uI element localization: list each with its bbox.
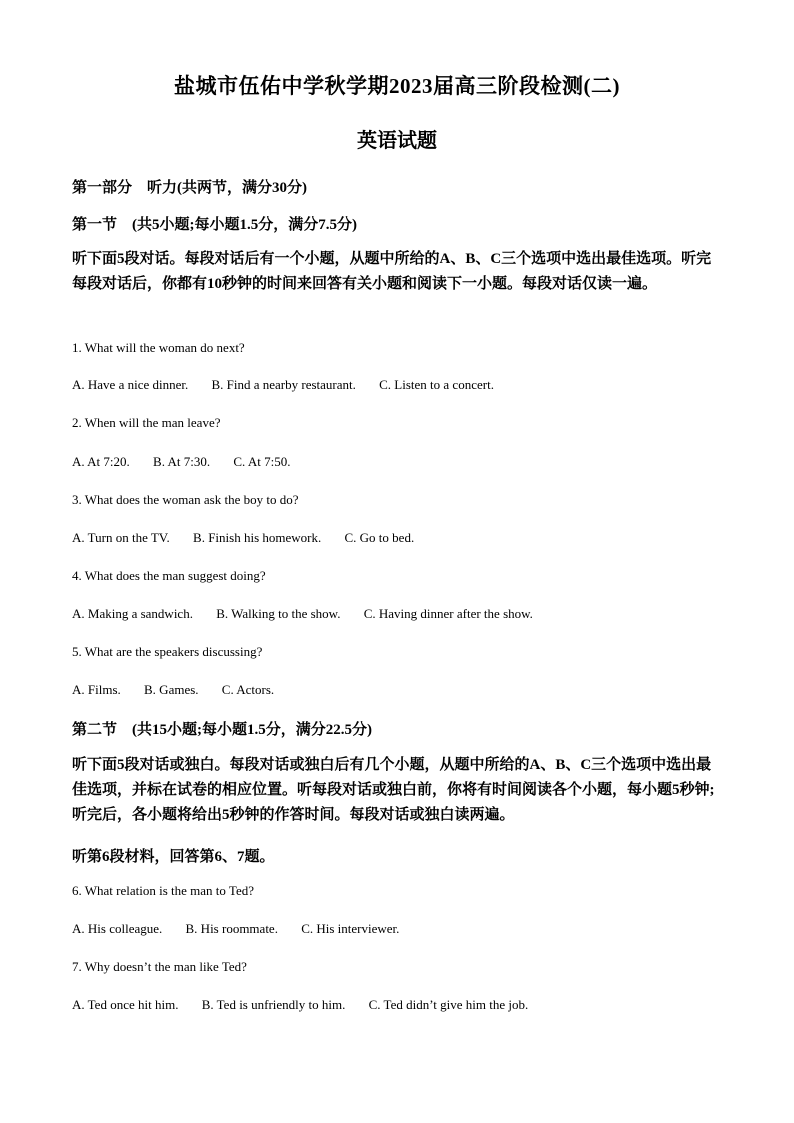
section2-heading: 第二节 (共15小题;每小题1.5分，满分22.5分) [72,722,372,738]
part1-heading: 第一部分 听力(共两节，满分30分) [72,180,307,196]
option-a: A. Films. [72,682,121,697]
material-6-heading: 听第6段材料，回答第6、7题。 [72,849,275,865]
question-6: 6. What relation is the man to Ted? [72,883,255,898]
option-b: B. His roommate. [185,921,278,936]
question-5-options [72,682,294,698]
option-a: A. Have a nice dinner. [72,377,189,392]
option-b: B. Finish his homework. [193,530,322,545]
option-a: A. Turn on the TV. [72,530,170,545]
option-b: B. Find a nearby restaurant. [211,377,356,392]
option-c: C. Listen to a concert. [379,377,494,392]
question-1: 1. What will the woman do next? [72,340,245,355]
exam-subtitle: 英语试题 [357,130,437,152]
option-a: A. His colleague. [72,921,163,936]
option-a: A. At 7:20. [72,454,130,469]
option-b: B. At 7:30. [153,454,211,469]
option-c: C. Having dinner after the show. [363,606,533,621]
section2-instructions: 听下面5段对话或独白。每段对话或独白后有几个小题，从题中所给的A、B、C三个选项中选出最佳选项，并标在试卷的相应位置。听每段对话或独白前，你将有时间阅读各个小题，每小题5秒钟;听完后，各小题将给出5秒钟的作答时间。每段对话或独白读两遍。 [72,757,715,823]
question-7: 7. Why doesn’t the man like Ted? [72,959,247,974]
question-1-options [72,377,514,393]
section1-heading: 第一节 (共5小题;每小题1.5分，满分7.5分) [72,217,357,233]
question-4-options [72,606,553,622]
option-c: C. His interviewer. [301,921,400,936]
question-3: 3. What does the woman ask the boy to do? [72,492,299,507]
question-2: 2. When will the man leave? [72,415,221,430]
question-3-options [72,530,434,546]
question-5: 5. What are the speakers discussing? [72,644,263,659]
section1-instructions: 听下面5段对话。每段对话后有一个小题，从题中所给的A、B、C三个选项中选出最佳选项。听完每段对话后，你都有10秒钟的时间来回答有关小题和阅读下一小题。每段对话仅读一遍。 [72,251,712,292]
option-a: A. Making a sandwich. [72,606,193,621]
option-c: C. Ted didn’t give him the job. [368,997,529,1012]
option-b: B. Games. [144,682,199,697]
option-b: B. Ted is unfriendly to him. [201,997,346,1012]
option-c: C. Go to bed. [344,530,415,545]
option-b: B. Walking to the show. [216,606,341,621]
option-a: A. Ted once hit him. [72,997,179,1012]
question-6-options [72,921,419,937]
option-c: C. Actors. [221,682,275,697]
exam-title: 盐城市伍佑中学秋学期2023届高三阶段检测(二) [174,74,620,98]
question-7-options [72,997,548,1013]
question-4: 4. What does the man suggest doing? [72,568,266,583]
question-2-options [72,454,310,470]
option-c: C. At 7:50. [233,454,291,469]
